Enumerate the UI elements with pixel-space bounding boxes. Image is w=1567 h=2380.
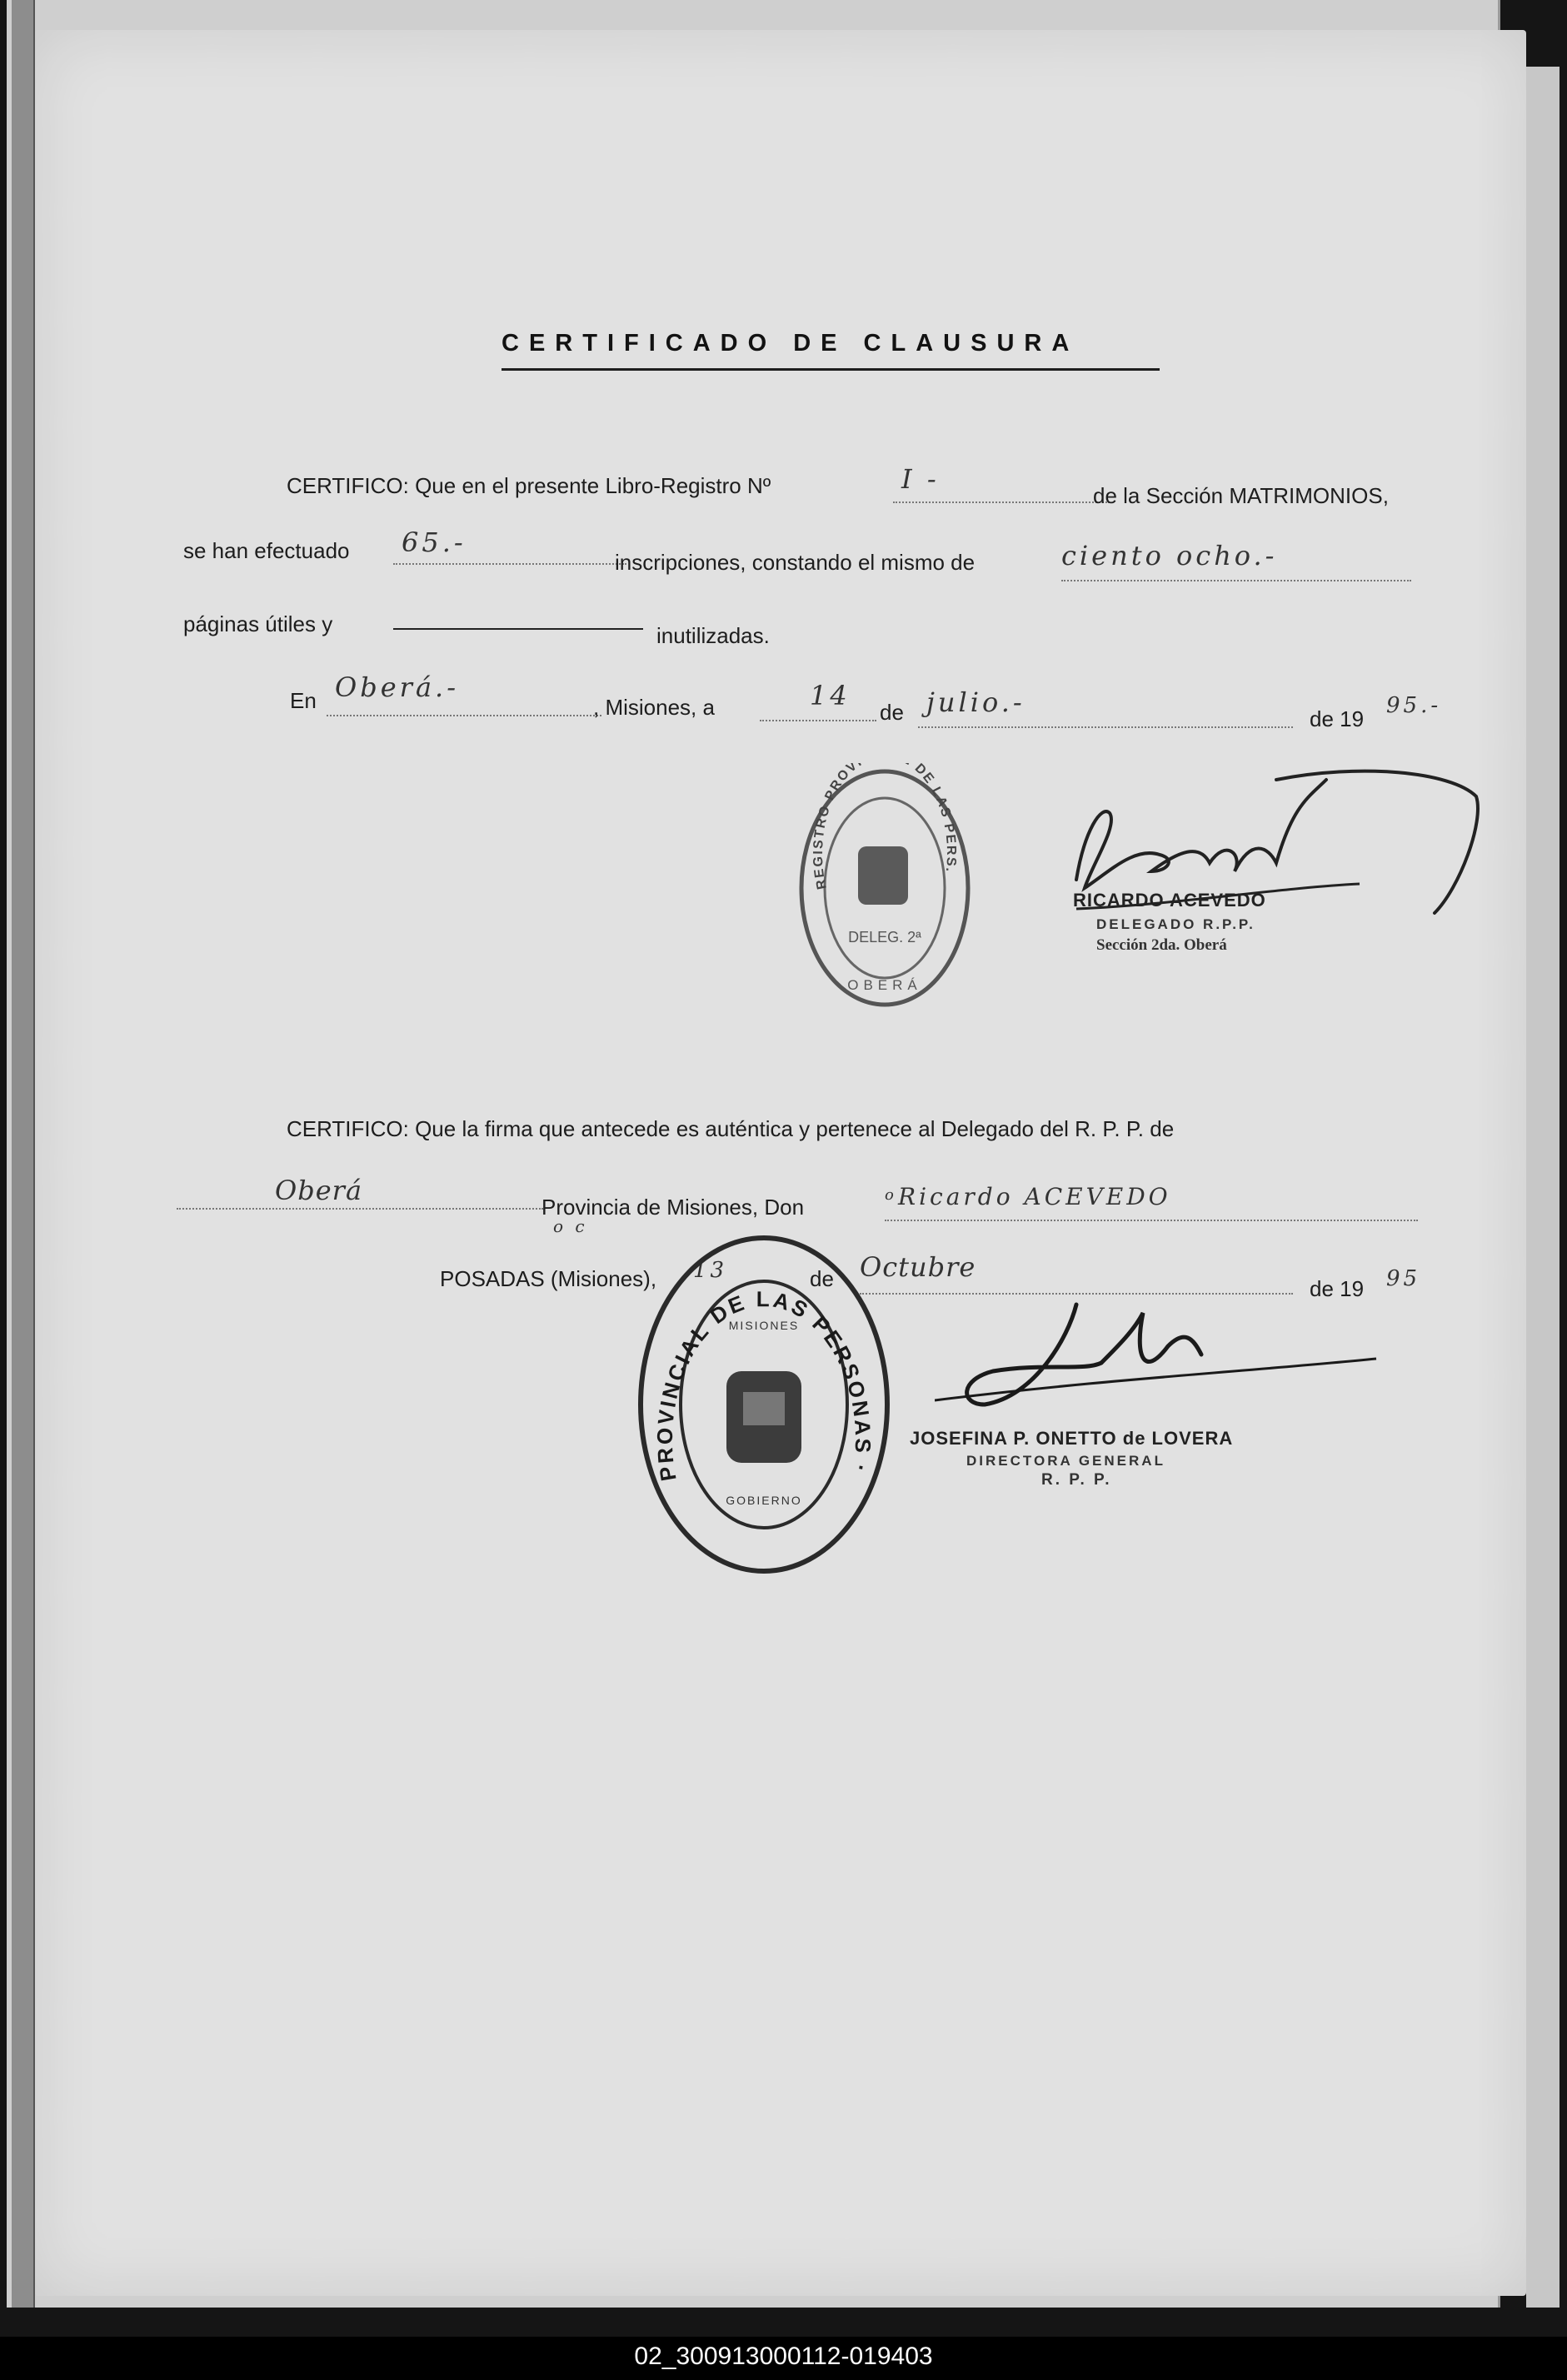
cert1-line2-rest: inscripciones, constando el mismo de — [615, 550, 976, 575]
cert1-line1-text: CERTIFICO: Que en el presente Libro-Registro Nº — [287, 473, 771, 498]
document-page — [35, 30, 1526, 2296]
signature2-role: DIRECTORA GENERAL — [966, 1453, 1165, 1469]
dia-handwritten: 14 — [810, 680, 851, 711]
stamp1-ring-text: REGISTRO PROV DE LAS PERS. — [811, 763, 959, 891]
paginas-line — [1061, 580, 1411, 581]
signature2-name: JOSEFINA P. ONETTO de LOVERA — [910, 1428, 1234, 1449]
mes-handwritten: julio.- — [926, 686, 1026, 718]
cert2-don-mark: o — [885, 1186, 897, 1204]
stamp2-inner-top: MISIONES — [728, 1319, 800, 1332]
cert1-misiones: , Misiones, a — [593, 695, 715, 720]
cert2-line1: CERTIFICO: Que la firma que antecede es auténtica y pertenece al Delegado del R. P. P. de — [287, 1116, 1175, 1141]
signature1-name: RICARDO ACEVEDO — [1073, 890, 1266, 911]
cert2-mes-handwritten: Octubre — [860, 1251, 976, 1283]
paginas-handwritten: ciento ocho.- — [1061, 540, 1278, 571]
inutilizadas-line — [393, 628, 643, 630]
cert2-lugar-handwritten: Oberá — [275, 1175, 363, 1206]
stamp2-ring-text: PROVINCIAL DE LAS PERSONAS · — [651, 1286, 876, 1484]
image-id-label: 02_300913000112-019403 — [634, 2343, 933, 2370]
inscripciones-line — [393, 563, 626, 565]
dia-line — [760, 720, 876, 721]
signature2-org: R. P. P. — [1041, 1471, 1112, 1489]
cert2-de: de — [810, 1266, 834, 1291]
anio-handwritten: 95.- — [1386, 693, 1442, 718]
libro-number-handwritten: I - — [901, 463, 940, 495]
lugar-handwritten: Oberá.- — [335, 671, 460, 703]
cert2-lugar-line — [177, 1208, 543, 1210]
cert2-anio-handwritten: 95 — [1386, 1266, 1421, 1291]
cert1-de: de — [880, 700, 904, 725]
cert2-nombre-handwritten: Ricardo ACEVEDO — [898, 1183, 1171, 1210]
lugar-line — [327, 715, 601, 716]
stamp1-bottom: OBERÁ — [847, 977, 922, 993]
stamp1-inner: DELEG. 2ª — [848, 929, 921, 946]
cert1-line3-text: páginas útiles y — [183, 611, 333, 636]
inscripciones-handwritten: 65.- — [402, 526, 467, 558]
cert1-en: En — [290, 688, 317, 713]
stamp-direccion — [631, 1230, 897, 1579]
page-edge — [1526, 67, 1560, 2308]
signature1-section: Sección 2da. Oberá — [1096, 936, 1227, 954]
cert1-line1-section: de la Sección MATRIMONIOS, — [1093, 483, 1389, 508]
cert2-marks: o c — [553, 1216, 588, 1236]
libro-number-line — [893, 501, 1110, 503]
title-underline — [502, 368, 1160, 371]
mes-line — [918, 726, 1293, 728]
cert1-de19: de 19 — [1310, 706, 1365, 731]
cert1-line2-text: se han efectuado — [183, 538, 350, 563]
cert2-line2: Provincia de Misiones, Don — [541, 1195, 805, 1220]
document-title: CERTIFICADO DE CLAUSURA — [502, 330, 1080, 357]
cert2-nombre-line — [885, 1220, 1418, 1221]
book-spine — [12, 0, 35, 2308]
cert2-de19: de 19 — [1310, 1276, 1365, 1301]
cert1-line3-rest: inutilizadas. — [656, 623, 770, 648]
stamp2-inner-bottom: GOBIERNO — [726, 1494, 802, 1507]
signature1-role: DELEGADO R.P.P. — [1096, 916, 1255, 932]
cert2-posadas: POSADAS (Misiones), — [440, 1266, 657, 1291]
signature2-scrawl — [935, 1280, 1401, 1429]
stamp-delegacion — [793, 763, 976, 1013]
cert2-fecha-num: 13 — [693, 1258, 728, 1283]
